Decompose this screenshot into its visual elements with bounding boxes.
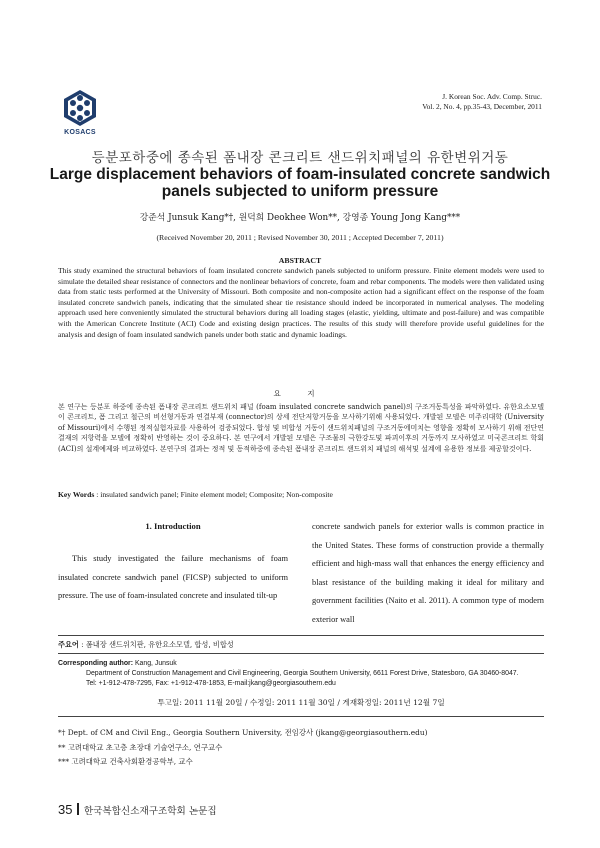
affiliation-1: *† Dept. of CM and Civil Eng., Georgia Southern University, 전임강사 (jkang@georgiasouthern.edu) <box>58 728 428 737</box>
affiliation-2: ** 고려대학교 초고층 초장대 기술연구소, 연구교수 <box>58 742 223 752</box>
footnote-divider-2 <box>58 653 544 654</box>
kosacs-logo-icon <box>58 88 102 128</box>
page-number: 35 <box>58 802 73 817</box>
footnote-divider-3 <box>58 716 544 717</box>
section-heading-introduction: 1. Introduction <box>145 521 201 531</box>
keywords <box>58 490 544 499</box>
intro-paragraph-right: concrete sandwich panels for exterior walls is common practice in the United States. These forms of construction provide a thermally efficient and high-mass wall that enhances the energy efficiency and blast resistance of the building making it ideal for military and government facilities (Naito et al. 2011). A common type of modern exterior wall <box>312 522 544 624</box>
submission-dates: 투고일: 2011 11월 20일 / 수정일: 2011 11월 30일 / 게재확정일: 2011년 12월 7일 <box>157 698 445 707</box>
english-title-line-2: panels subjected to uniform pressure <box>161 183 439 200</box>
english-title <box>0 166 600 200</box>
affiliation-3: *** 고려대학교 건축사회환경공학부, 교수 <box>58 757 193 766</box>
intro-paragraph-left: This study investigated the failure mechanisms of foam insulated concrete sandwich panel (FICSP) subjected to uniform pressure. The use of foam-insulated concrete and insulated tilt-up <box>58 554 288 601</box>
corresponding-name: Kang, Junsuk <box>133 660 177 667</box>
society-name: 한국복합신소재구조학회 논문집 <box>83 806 217 817</box>
korean-keywords-text: : 폼내장 샌드위치판, 유한요소모델, 합성, 비합성 <box>78 640 234 649</box>
journal-citation <box>422 92 542 112</box>
korean-title: 등분포하중에 종속된 폼내장 콘크리트 샌드위치패널의 유한변위거동 <box>91 150 509 166</box>
keywords-label: Key Words <box>58 490 95 499</box>
english-title-line-1: Large displacement behaviors of foam-insulated concrete sandwich <box>49 166 551 183</box>
korean-keywords <box>58 640 234 650</box>
body-right-column <box>312 518 544 630</box>
korean-abstract-text: 본 연구는 등분포 하중에 종속된 폼내장 콘크리트 샌드위치 패널 (foam insulated concrete sandwich panel)의 구조거동특성을 파악하였다. 유한요소모델이 콘크리트, 폼 그리고 철근의 비선형거동과 연결부재 (connector)의 상세 전단저항거동을 모사하기위해 사용되었다. 개발된 모델은 미주리대학 (University of Missouri)에서 수행된 정적실험자료를 사용하여 검증되었다. 합성 및 비합성 거동이 샌드위치패널의 구조거동에미치는 영향을 정확히 모사하기 위해 전단연결재의 저항력을 모델에 정확히 반영하는 것이 중요하다. 본 연구에서 개발된 모델은 구조물의 극한강도및 파괴이후의 거동까지 모사하였고 미국콘크리트 학회 (ACI)의 설계예제와 비교하였다. 본연구의 결과는 정적 및 동적하중에 종속된 폼내장 콘크리트 샌드위치 패널의 해석및 설계에 유용한 정보를 제공할것이다. <box>58 403 544 453</box>
abstract-heading: ABSTRACT <box>278 256 322 265</box>
corresponding-label: Corresponding author: <box>58 660 134 667</box>
korean-keywords-label: 주요어 <box>58 640 79 649</box>
keywords-text: : insulated sandwich panel; Finite element model; Composite; Non-composite <box>96 490 333 499</box>
corresponding-author <box>58 659 544 689</box>
authors: 강준석 Junsuk Kang*†, 원덕희 Deokhee Won**, 강영종 Young Jong Kang*** <box>139 213 461 223</box>
footnote-divider <box>58 635 544 636</box>
corresponding-contact: Tel: +1-912-478-7295, Fax: +1-912-478-1853, E-mail:jkang@georgiasouthern.edu <box>86 680 336 687</box>
author-affiliations <box>58 726 544 770</box>
body-left-column <box>58 550 288 606</box>
footer-separator <box>77 803 78 815</box>
journal-line-2: Vol. 2, No. 4, pp.35-43, December, 2011 <box>422 102 542 111</box>
received-dates: (Received November 20, 2011 ; Revised November 30, 2011 ; Accepted December 7, 2011) <box>156 233 444 242</box>
logo-text: KOSACS <box>64 129 96 136</box>
corresponding-address: Department of Construction Management and Civil Engineering, Georgia Southern University, 6611 Forest Drive, Statesboro, GA 30460-8047. <box>86 670 519 677</box>
korean-abstract-heading: 요 지 <box>273 389 327 398</box>
abstract-text: This study examined the structural behaviors of foam insulated concrete sandwich panels subjected to uniform pressure. Finite element models were used to simulate the detailed shear resistance of connectors and the nonlinear behaviors of concrete, foam and rebar components. The models were then validated using data from static tests performed at the University of Missouri. Both composite and non-composite action had a significant effect on the response of the foam insulated concrete sandwich panels, indicating that the simulated shear tie resistance should indeed be incorporated in numerical analyses. The modeling approach used here conveniently simulated the structural behaviors during all loading stages (elastic, yielding, ultimate and post-failure) and was compatible with the American Concrete Institute (ACI) Code and existing design practices. The results of this study will therefore provide useful guidelines for the analysis and design of foam insulated sandwich panels under both static and dynamic loadings. <box>58 266 544 339</box>
journal-line-1: J. Korean Soc. Adv. Comp. Struc. <box>442 92 542 101</box>
journal-logo <box>58 88 102 136</box>
page-footer <box>58 802 217 817</box>
